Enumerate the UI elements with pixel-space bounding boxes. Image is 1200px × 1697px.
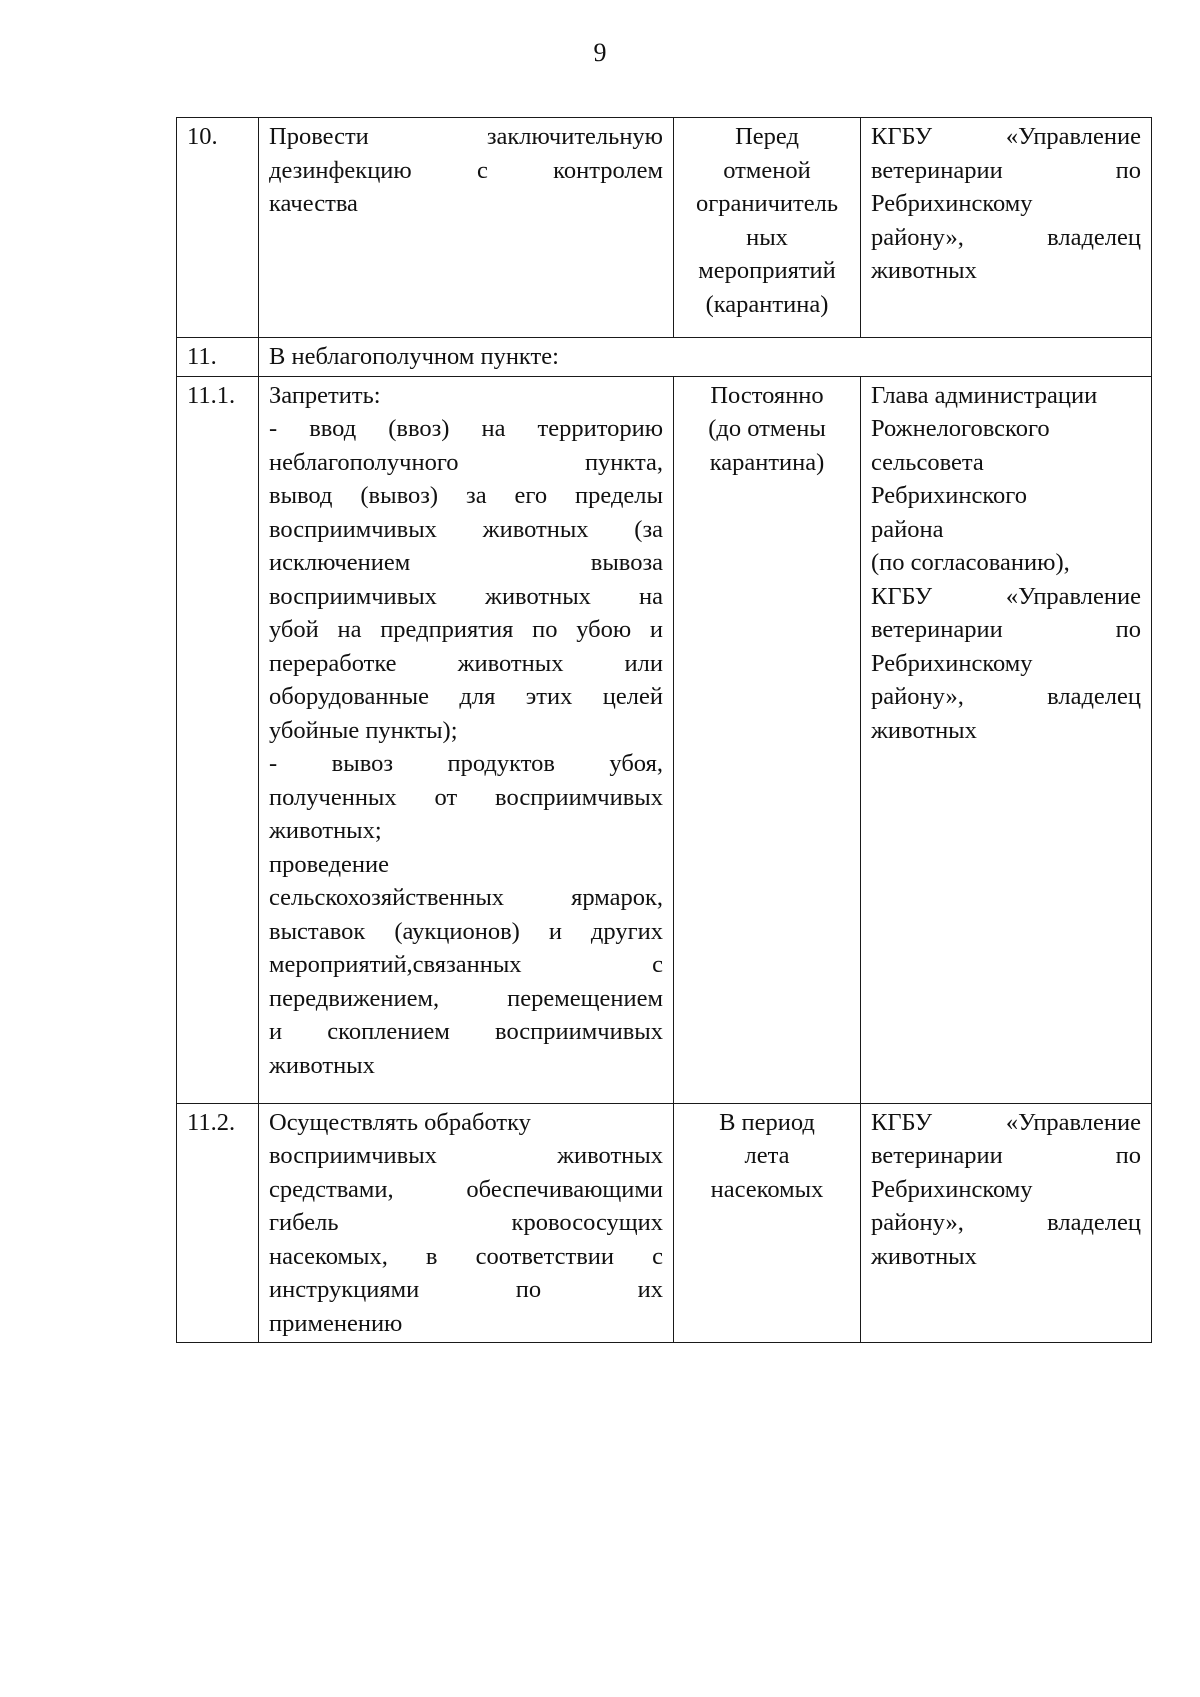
responsible-line: сельсовета xyxy=(871,448,984,476)
action-line: - вывоз продуктов убоя, xyxy=(269,750,663,777)
action-line: восприимчивых животных xyxy=(269,1142,663,1169)
action-line: дезинфекцию с контролем xyxy=(269,156,663,184)
table-row xyxy=(177,338,1152,377)
action-line: полученных от восприимчивых xyxy=(269,783,663,811)
action-cell xyxy=(259,118,674,338)
responsible-line: Ребрихинскому xyxy=(871,1175,1033,1203)
action-line: животных xyxy=(269,1051,375,1079)
action-cell xyxy=(259,1103,674,1343)
action-line: неблагополучного пункта, xyxy=(269,448,663,476)
page-number: 9 xyxy=(593,38,607,67)
responsible-line: животных xyxy=(871,1242,977,1270)
action-line: вывод (вывоз) за его пределы xyxy=(269,482,663,509)
action-line: восприимчивых животных (за xyxy=(269,515,663,543)
action-line: - ввод (ввоз) на территорию xyxy=(269,415,663,442)
action-line: Осуществлять обработку xyxy=(269,1108,531,1136)
deadline-line: мероприятий xyxy=(698,257,836,284)
action-line: Запретить: xyxy=(269,381,381,409)
deadline-line: ных xyxy=(746,223,788,251)
responsible-line: животных xyxy=(871,257,977,284)
deadline-cell xyxy=(674,118,861,338)
deadline-line: (до отмены xyxy=(708,415,826,442)
responsible-line: Ребрихинского xyxy=(871,482,1027,509)
deadline-line: отменой xyxy=(723,156,811,184)
action-line: и скоплением восприимчивых xyxy=(269,1018,663,1045)
action-line: гибель кровососущих xyxy=(269,1209,663,1236)
responsible-cell xyxy=(861,376,1152,1103)
deadline-line: В период xyxy=(719,1108,815,1136)
table-row xyxy=(177,1103,1152,1343)
responsible-line: Рожнелоговского xyxy=(871,415,1050,442)
responsible-line: ветеринарии по xyxy=(871,1142,1141,1169)
section-header: В неблагополучном пункте: xyxy=(259,338,1152,377)
action-line: применению xyxy=(269,1309,403,1337)
responsible-cell xyxy=(861,118,1152,338)
action-line: качества xyxy=(269,190,358,217)
responsible-line: району», владелец xyxy=(871,223,1141,251)
action-line: насекомых, в соответствии с xyxy=(269,1242,663,1270)
item-number: 11.2. xyxy=(177,1103,259,1343)
action-line: восприимчивых животных на xyxy=(269,582,663,610)
responsible-line: ветеринарии по xyxy=(871,616,1141,643)
item-number: 11. xyxy=(177,338,259,377)
deadline-cell xyxy=(674,1103,861,1343)
action-line: животных; xyxy=(269,817,382,844)
responsible-line: Ребрихинскому xyxy=(871,649,1033,677)
responsible-line: Глава администрации xyxy=(871,381,1098,409)
action-cell xyxy=(259,376,674,1103)
responsible-line: району», владелец xyxy=(871,683,1141,710)
action-line: оборудованные для этих целей xyxy=(269,683,663,710)
action-line: передвижением, перемещением xyxy=(269,984,663,1012)
action-line: сельскохозяйственных ярмарок, xyxy=(269,884,663,911)
action-line: инструкциями по их xyxy=(269,1276,663,1303)
responsible-line: КГБУ «Управление xyxy=(871,1108,1141,1136)
table-row xyxy=(177,376,1152,1103)
action-line: исключением вывоза xyxy=(269,549,663,576)
deadline-line: насекомых xyxy=(710,1175,824,1203)
deadline-line: (карантина) xyxy=(705,290,829,318)
measures-table xyxy=(176,117,1152,1343)
action-line: переработке животных или xyxy=(269,649,663,677)
action-line: убой на предприятия по убою и xyxy=(269,616,663,643)
responsible-line: ветеринарии по xyxy=(871,156,1141,184)
responsible-line: района xyxy=(871,515,944,543)
item-number: 10. xyxy=(177,118,259,338)
action-line: Провести заключительную xyxy=(269,123,663,150)
action-line: убойные пункты); xyxy=(269,716,458,744)
deadline-line: карантина) xyxy=(709,448,825,476)
deadline-line: лета xyxy=(744,1142,790,1169)
deadline-line: Постоянно xyxy=(710,381,824,409)
action-line: проведение xyxy=(269,850,390,878)
deadline-line: ограничитель xyxy=(695,190,839,217)
deadline-cell xyxy=(674,376,861,1103)
action-line: средствами, обеспечивающими xyxy=(269,1175,663,1203)
responsible-line: КГБУ «Управление xyxy=(871,582,1141,610)
deadline-line: Перед xyxy=(735,123,799,150)
responsible-line: животных xyxy=(871,716,977,744)
table-row xyxy=(177,118,1152,338)
responsible-line: району», владелец xyxy=(871,1209,1141,1236)
responsible-line: КГБУ «Управление xyxy=(871,123,1141,150)
responsible-cell xyxy=(861,1103,1152,1343)
action-line: мероприятий,связанных с xyxy=(269,951,663,978)
responsible-line: Ребрихинскому xyxy=(871,190,1033,217)
action-line: выставок (аукционов) и других xyxy=(269,917,663,945)
responsible-line: (по согласованию), xyxy=(871,549,1070,576)
item-number: 11.1. xyxy=(177,376,259,1103)
